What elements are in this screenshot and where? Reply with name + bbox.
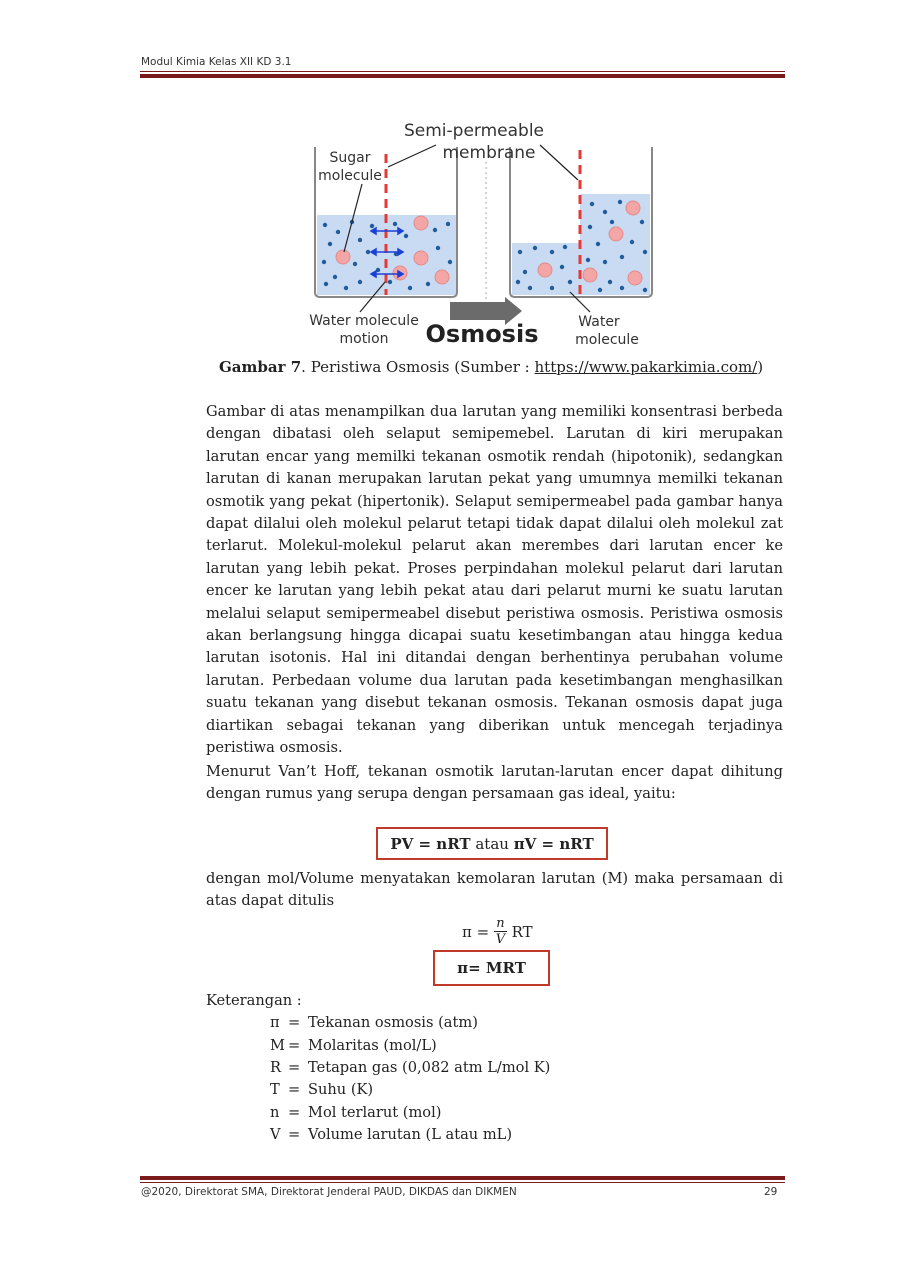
label-water-2: molecule (575, 332, 639, 348)
legend-row (270, 1037, 437, 1054)
eq1-mid: atau (470, 834, 514, 853)
header-rule-thick (140, 74, 785, 78)
legend-equals: = (288, 1037, 301, 1054)
legend-description: Molaritas (mol/L) (308, 1037, 437, 1054)
equation-box-gas (376, 827, 608, 860)
legend-symbol: π (270, 1014, 280, 1031)
label-motion-2: motion (339, 331, 389, 347)
figure-caption (219, 358, 763, 376)
paragraph-molarity: dengan mol/Volume menyatakan kemolaran larutan (M) maka persamaan di atas dapat ditulis (206, 870, 783, 910)
legend-equals: = (288, 1104, 301, 1121)
footer-rule-thick (140, 1176, 785, 1180)
legend-symbol: T (270, 1081, 280, 1098)
legend-description: Volume larutan (L atau mL) (308, 1126, 513, 1143)
header-rule-thin (140, 71, 785, 72)
legend-equals: = (288, 1014, 301, 1031)
caption-text: . Peristiwa Osmosis (Sumber : (301, 358, 535, 376)
footer-rule-thin (140, 1182, 785, 1183)
footer-text: @2020, Direktorat SMA, Direktorat Jenderal PAUD, DIKDAS dan DIKMEN (141, 1186, 517, 1198)
fraction (494, 916, 506, 947)
legend-heading: Keterangan : (206, 992, 302, 1009)
legend-row (270, 1126, 512, 1143)
legend-symbol: V (270, 1126, 281, 1143)
legend-description: Tetapan gas (0,082 atm L/mol K) (308, 1059, 551, 1076)
label-osmosis: Osmosis (425, 320, 539, 348)
legend-row (270, 1081, 373, 1098)
caption-close: ) (757, 358, 764, 376)
page-number: 29 (764, 1186, 778, 1198)
paragraph-vant-hoff: Menurut Van’t Hoff, tekanan osmotik larutan-larutan encer dapat dihitung dengan rumus yang serupa dengan persamaan gas ideal, yaitu: (206, 763, 783, 803)
header-title: Modul Kimia Kelas XII KD 3.1 (141, 56, 292, 68)
legend-equals: = (288, 1081, 301, 1098)
fraction-denominator: V (495, 932, 506, 947)
legend-row (270, 1104, 441, 1121)
eq2-lhs: π = (462, 922, 490, 941)
fraction-numerator: n (496, 916, 505, 931)
legend-symbol: M (270, 1037, 285, 1054)
equation-fraction (462, 916, 533, 947)
label-water-1: Water (578, 314, 620, 330)
osmosis-figure (300, 112, 660, 352)
legend-row (270, 1059, 550, 1076)
legend-equals: = (288, 1126, 301, 1143)
paragraph-osmosis: Gambar di atas menampilkan dua larutan yang memiliki konsentrasi berbeda dengan dibatasi oleh selaput semipemebel. Larutan di kiri merupakan larutan encar yang memilki tekanan osmotik rendah (hipotonik), sedangkan larutan di kanan merupakan larutan pekat yang umumnya memilki tekanan osmotik yang pekat (hipertonik). Selaput semipermeabel pada gambar hanya dapat dilalui oleh molekul pelarut tetapi tidak dapat dilalui oleh molekul zat terlarut. Molekul-molekul pelarut akan merembes dari larutan encer ke larutan yang lebih pekat. Proses perpindahan molekul pelarut dari larutan encer ke larutan yang lebih pekat atau dari pelarut murni ke suatu larutan melalui selaput semipermeabel disebut peristiwa osmosis. Peristiwa osmosis akan berlangsung hingga dicapai suatu kesetimbangan atau hingga kedua larutan isotonis. Hal ini ditandai dengan berhentinya perubahan volume larutan. Perbedaan volume dua larutan pada kesetimbangan menghasilkan suatu tekanan yang disebut tekanan osmosis. Tekanan osmosis dapat juga diartikan sebagai tekanan yang diberikan untuk mencegah terjadinya peristiwa osmosis. (206, 403, 783, 757)
legend-row (270, 1014, 478, 1031)
legend-symbol: R (270, 1059, 281, 1076)
legend-symbol: n (270, 1104, 280, 1121)
label-motion-1: Water molecule (309, 313, 419, 329)
eq2-rhs: RT (511, 922, 533, 941)
legend-description: Tekanan osmosis (atm) (308, 1014, 478, 1031)
label-membrane-2: membrane (442, 143, 536, 163)
eq1-left: PV = nRT (390, 834, 471, 853)
equation-box-mrt: π= MRT (433, 950, 550, 986)
legend-description: Suhu (K) (308, 1081, 374, 1098)
caption-label: Gambar 7 (219, 358, 302, 376)
eq1-right: πV = nRT (513, 834, 594, 853)
label-sugar-2: molecule (318, 168, 382, 184)
legend-description: Mol terlarut (mol) (308, 1104, 442, 1121)
caption-source-link[interactable]: https://www.pakarkimia.com/ (534, 358, 758, 376)
label-membrane-1: Semi-permeable (403, 121, 545, 141)
legend-equals: = (288, 1059, 301, 1076)
label-sugar-1: Sugar (329, 150, 371, 166)
